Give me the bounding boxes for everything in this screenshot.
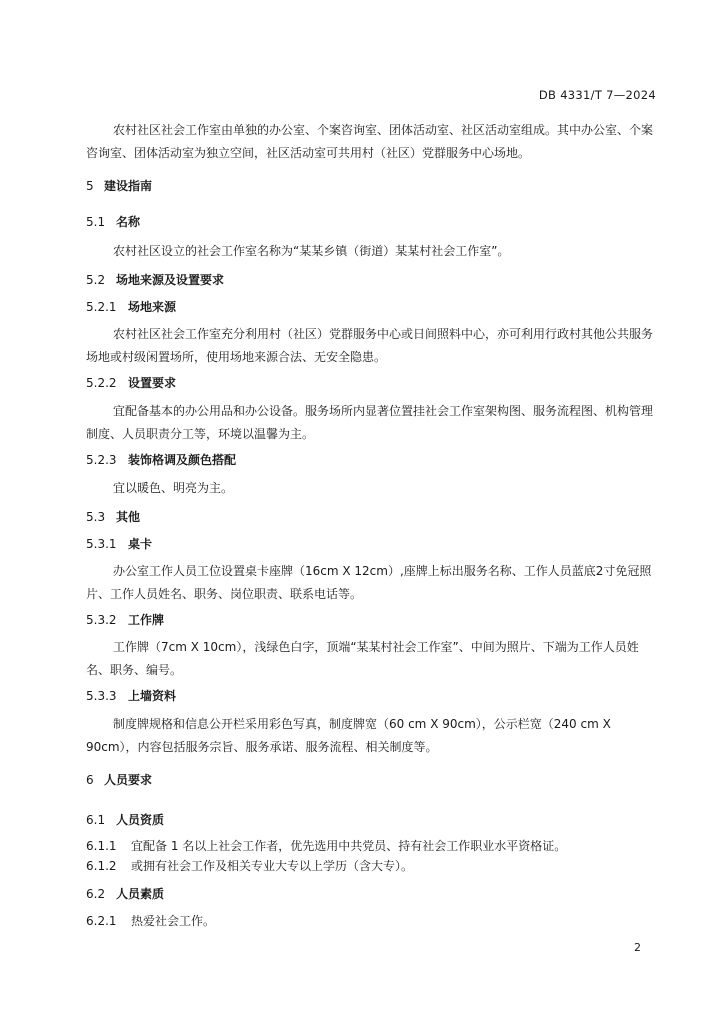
paragraph-5-3-3 [86,713,658,759]
heading-5-1 [86,214,658,230]
section-number: 5.2.3 [86,453,117,467]
intro-paragraph: 农村社区社会工作室由单独的办公室、个案咨询室、团体活动室、社区活动室组成。其中办公室、个案咨询室、团体活动室为独立空间，社区活动室可共用村（社区）党群服务中心场地。 [86,123,654,160]
paragraph-5-3-1 [86,560,658,606]
section-title: 上墙资料 [128,689,177,703]
item-text: 宜配备 1 名以上社会工作者，优先选用中共党员、持有社会工作职业水平资格证。 [131,839,567,853]
heading-5-2-1 [86,299,658,315]
section-title: 人员要求 [104,773,153,787]
section-number: 5.3.3 [86,689,117,703]
heading-5-2-3 [86,452,658,468]
paragraph-5-3-2 [86,636,658,682]
body-text: 制度牌规格和信息公开栏采用彩色写真，制度牌宽（60 cm X 90cm），公示栏宽（240 cm X 90cm），内容包括服务宗旨、服务承诺、服务流程、相关制度等。 [86,717,611,754]
section-number: 5 [86,179,94,193]
section-title: 名称 [116,215,141,229]
item-6-1-1 [86,838,658,854]
item-6-2-1 [86,913,658,929]
paragraph-5-1 [86,240,658,263]
section-title: 设置要求 [128,376,177,390]
heading-5-3 [86,509,658,525]
item-text: 热爱社会工作。 [131,914,216,928]
section-title: 建设指南 [104,179,153,193]
page-number: 2 [634,941,641,954]
section-number: 6.1 [86,813,106,827]
section-title: 桌卡 [128,537,153,551]
body-text: 办公室工作人员工位设置桌卡座牌（16cm X 12cm）,座牌上标出服务名称、工作人员蓝底2寸免冠照片、工作人员姓名、职务、岗位职责、联系电话等。 [86,564,652,601]
section-title: 其他 [116,510,141,524]
intro-paragraph-block [86,119,658,165]
item-number: 6.1.1 [86,839,117,853]
section-title: 人员素质 [116,887,165,901]
heading-5-3-3 [86,688,658,704]
item-number: 6.1.2 [86,859,117,873]
paragraph-5-2-1 [86,323,658,369]
heading-6-2 [86,886,658,902]
section-title: 装饰格调及颜色搭配 [128,453,237,467]
body-text: 工作牌（7cm X 10cm），浅绿色白字，顶端“某某村社会工作室”、中间为照片、下端为工作人员姓名、职务、编号。 [86,640,639,677]
section-number: 5.2 [86,273,106,287]
body-text: 宜以暖色、明亮为主。 [113,481,234,495]
section-title: 场地来源及设置要求 [116,273,225,287]
body-text: 宜配备基本的办公用品和办公设备。服务场所内显著位置挂社会工作室架构图、服务流程图、机构管理制度、人员职责分工等，环境以温馨为主。 [86,404,654,441]
item-number: 6.2.1 [86,914,117,928]
body-text: 农村社区设立的社会工作室名称为“某某乡镇（街道）某某村社会工作室”。 [113,244,510,258]
heading-5 [86,178,658,194]
section-number: 5.2.2 [86,376,117,390]
section-number: 5.3.1 [86,537,117,551]
heading-6-1 [86,812,658,828]
section-number: 5.1 [86,215,106,229]
document-code: DB 4331/T 7—2024 [538,88,656,102]
heading-5-3-1 [86,536,658,552]
heading-5-2 [86,272,658,288]
item-6-1-2 [86,858,658,874]
section-title: 场地来源 [128,300,177,314]
section-number: 5.3.2 [86,613,117,627]
heading-6 [86,772,658,788]
section-number: 5.3 [86,510,106,524]
paragraph-5-2-2 [86,400,658,446]
heading-5-3-2 [86,612,658,628]
body-text: 农村社区社会工作室充分利用村（社区）党群服务中心或日间照料中心，亦可利用行政村其他公共服务场地或村级闲置场所，使用场地来源合法、无安全隐患。 [86,327,654,364]
section-number: 6.2 [86,887,106,901]
paragraph-5-2-3 [86,477,658,500]
section-title: 人员资质 [116,813,165,827]
heading-5-2-2 [86,375,658,391]
section-number: 5.2.1 [86,300,117,314]
section-title: 工作牌 [128,613,165,627]
item-text: 或拥有社会工作及相关专业大专以上学历（含大专）。 [131,859,414,873]
section-number: 6 [86,773,94,787]
